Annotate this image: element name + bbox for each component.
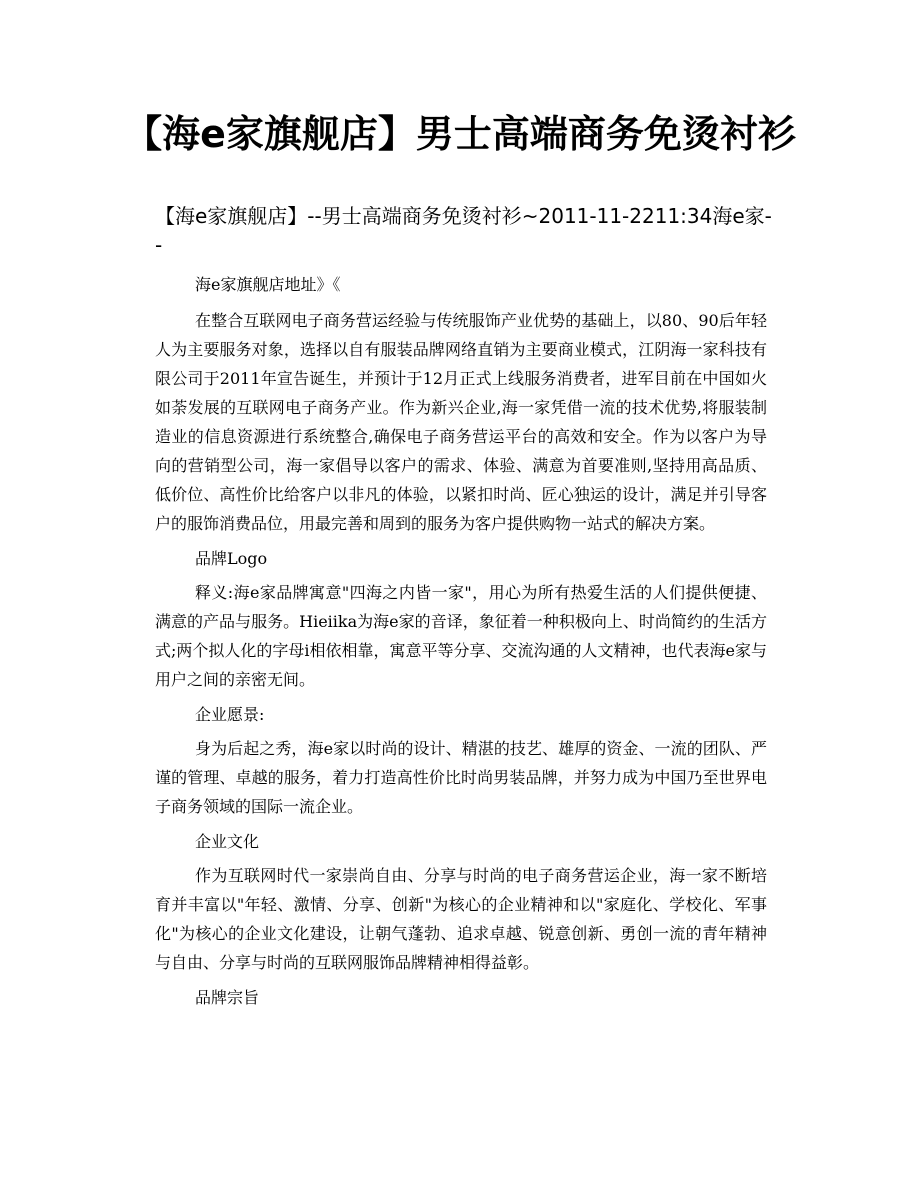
document-title: 【海e家旗舰店】男士高端商务免烫衬衫 <box>124 112 796 156</box>
section-heading-store-address: 海e家旗舰店地址》《 <box>195 275 341 294</box>
section-heading-culture: 企业文化 <box>195 832 260 851</box>
section-heading-vision: 企业愿景: <box>195 705 265 724</box>
paragraph-culture: 作为互联网时代一家崇尚自由、分享与时尚的电子商务营运企业，海一家不断培育并丰富以"年轻、激情、分享、创新"为核心的企业精神和以"家庭化、学校化、军事化"为核心的企业文化建设，让朝气蓬勃、追求卓越、锐意创新、勇创一流的青年精神与自由、分享与时尚的互联网服饰品牌精神相得益彰。 <box>155 866 767 972</box>
paragraph-logo-meaning: 释义:海e家品牌寓意"四海之内皆一家"，用心为所有热爱生活的人们提供便捷、满意的产品与服务。Hieiika为海e家的音译，象征着一种积极向上、时尚简约的生活方式;两个拟人化的字母i相依相靠，寓意平等分享、交流沟通的人文精神，也代表海e家与用户之间的亲密无间。 <box>155 583 767 689</box>
paragraph-vision: 身为后起之秀，海e家以时尚的设计、精湛的技艺、雄厚的资金、一流的团队、严谨的管理、卓越的服务，着力打造高性价比时尚男装品牌，并努力成为中国乃至世界电子商务领域的国际一流企业。 <box>155 739 767 816</box>
section-heading-brand-logo: 品牌Logo <box>195 549 268 568</box>
section-heading-brand-purpose: 品牌宗旨 <box>195 988 260 1007</box>
document-subtitle: 【海e家旗舰店】--男士高端商务免烫衬衫~2011-11-2211:34海e家-- <box>155 204 772 257</box>
document-body <box>155 270 767 1017</box>
paragraph-company-intro: 在整合互联网电子商务营运经验与传统服饰产业优势的基础上，以80、90后年轻人为主要服务对象，选择以自有服装品牌网络直销为主要商业模式，江阴海一家科技有限公司于2011年宣告诞生，并预计于12月正式上线服务消费者，进军目前在中国如火如荼发展的互联网电子商务产业。作为新兴企业,海一家凭借一流的技术优势,将服装制造业的信息资源进行系统整合,确保电子商务营运平台的高效和安全。作为以客户为导向的营销型公司，海一家倡导以客户的需求、体验、满意为首要准则,坚持用高品质、低价位、高性价比给客户以非凡的体验，以紧扣时尚、匠心独运的设计，满足并引导客户的服饰消费品位，用最完善和周到的服务为客户提供购物一站式的解决方案。 <box>155 311 767 533</box>
